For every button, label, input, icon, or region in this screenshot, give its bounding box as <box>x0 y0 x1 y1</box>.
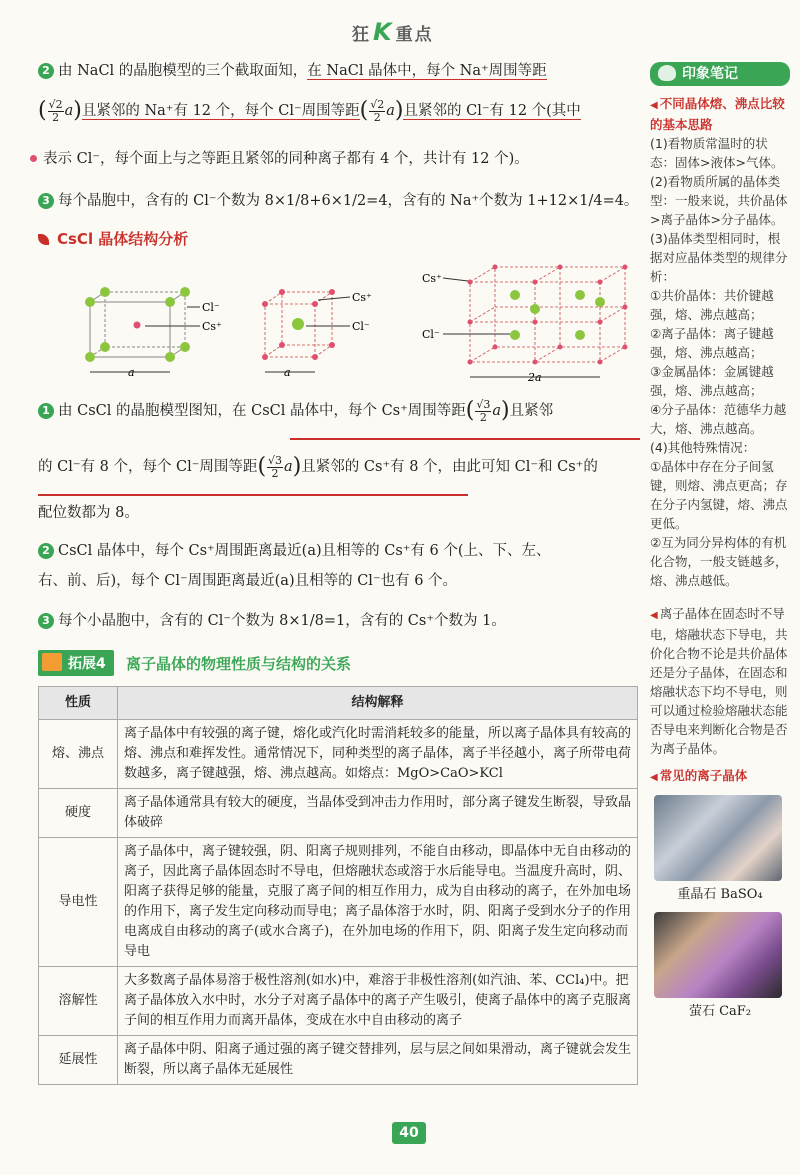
side-note: ②离子晶体：离子键越强，熔、沸点越高； <box>650 326 774 360</box>
section-title-cscl <box>38 228 188 249</box>
col-explanation: 结构解释 <box>118 687 638 720</box>
text: 且紧邻 <box>509 403 554 419</box>
nacl-p3 <box>38 186 638 216</box>
header-pre: 狂 <box>352 25 371 45</box>
text-underlined: 且紧邻的 Na⁺有 12 个，每个 Cl⁻周围等距 <box>81 103 360 119</box>
num-1-icon: 1 <box>38 403 54 419</box>
side-note: ②互为同分异构体的有机化合物，一般支链越多，熔、沸点越低。 <box>650 535 788 588</box>
cell-explanation: 大多数离子晶体易溶于极性溶剂(如水)中，难溶于非极性溶剂(如汽油、苯、CCl₄)中。把离子晶体放入水中时，水分子对离子晶体中的离子产生吸引，使离子晶体中的离子克服离子间的相互作用力而离开晶体，变成在水中自由移动的离子 <box>118 967 638 1036</box>
side-note-conductivity: ◀ 离子晶体在固态时不导电，熔融状态下导电，共价化合物不论是共价晶体还是分子晶体，在固态和熔融状态下均不导电，则可以通过检验熔融状态能否导电来判断化合物是否为离子晶体。 <box>650 604 790 758</box>
properties-table <box>38 686 638 1085</box>
side-heading-2: ◀ 常见的离子晶体 <box>650 766 790 787</box>
cell-explanation: 离子晶体中有较强的离子键，熔化或汽化时需消耗较多的能量，所以离子晶体具有较高的熔、沸点和难挥发性。通常情况下，同种类型的离子晶体，离子半径越小，离子所带电荷数越多，离子键越强，熔、沸点越高。如熔点：MgO>CaO>KCl <box>118 720 638 789</box>
header-post: 重点 <box>395 25 434 45</box>
label-2a: 2a <box>528 371 542 384</box>
extension-tag-text: 拓展4 <box>68 656 106 672</box>
text-underlined: 在 NaCl 晶体中，每个 Na⁺周围等距 <box>307 63 547 79</box>
label-cl-1: Cl⁻ <box>202 301 220 314</box>
table-row <box>39 967 638 1036</box>
num-2-icon: 2 <box>38 543 54 559</box>
text: 配位数都为 8。 <box>38 505 139 521</box>
text: 且紧邻的 Cs⁺有 8 个，由此可知 Cl⁻和 Cs⁺的 <box>301 459 598 475</box>
table-row <box>39 720 638 789</box>
underline-red <box>290 438 640 440</box>
text: 由 NaCl 的晶胞模型的三个截取面知， <box>58 63 308 79</box>
section-title-text: CsCl 晶体结构分析 <box>57 230 189 248</box>
figure-cscl-2x2-cells <box>422 265 628 385</box>
col-property: 性质 <box>39 687 118 720</box>
extension-title: 离子晶体的物理性质与结构的关系 <box>126 655 352 673</box>
cell-property: 溶解性 <box>39 967 118 1036</box>
text-underlined: 且紧邻的 Cl⁻有 12 个(其中 <box>403 103 581 119</box>
text: CsCl 晶体中，每个 Cs⁺周围距离最近(a)且相等的 Cs⁺有 6 个(上、下、左、 <box>58 543 551 559</box>
book-icon <box>42 653 62 671</box>
side-heading-1: ◀ 不同晶体熔、沸点比较的基本思路 <box>650 94 790 134</box>
side-caption-text: 印象笔记 <box>682 66 738 82</box>
cscl-p2-line2 <box>38 566 457 596</box>
text: 右、前、后)，每个 Cl⁻周围距离最近(a)且相等的 Cl⁻也有 6 个。 <box>38 573 458 589</box>
frac-sqrt2: $\frac{√2}{2}$ <box>48 97 63 124</box>
fluorite-caption: 萤石 CaF₂ <box>688 1004 752 1019</box>
fluorite-photo <box>654 912 782 998</box>
nacl-p2-line3 <box>30 144 529 174</box>
table-row <box>39 789 638 838</box>
label-a-1: a <box>128 366 135 379</box>
text: 的 Cl⁻有 8 个，每个 Cl⁻周围等距 <box>38 459 258 475</box>
table-row <box>39 838 638 967</box>
text: 由 CsCl 的晶胞模型图知，在 CsCl 晶体中，每个 Cs⁺周围等距 <box>58 403 466 419</box>
table-header-row <box>39 687 638 720</box>
cell-property: 延展性 <box>39 1036 118 1085</box>
cscl-p1-line2: 的 Cl⁻有 8 个，每个 Cl⁻周围等距( $\frac{√3}{2}$ a)且紧邻的 Cs⁺有 8 个，由此可知 Cl⁻和 Cs⁺的 <box>38 453 598 480</box>
extension-heading <box>38 650 642 676</box>
text: 每个小晶胞中，含有的 Cl⁻个数为 8×1/8=1，含有的 Cs⁺个数为 1。 <box>58 613 506 629</box>
barite-photo <box>654 795 782 881</box>
cscl-cell-figures <box>60 262 640 392</box>
cell-property: 熔、沸点 <box>39 720 118 789</box>
cell-property: 导电性 <box>39 838 118 967</box>
num-3-icon: 3 <box>38 193 54 209</box>
side-note: (4)其他特殊情况： <box>650 440 756 455</box>
nacl-p2-line1 <box>38 56 547 86</box>
frac-sqrt2-b: $\frac{√2}{2}$ <box>370 97 385 124</box>
label-cl-2: Cl⁻ <box>352 320 370 333</box>
side-note: ①共价晶体：共价键越强，熔、沸点越高； <box>650 288 774 322</box>
side-note: ③金属晶体：金属键越强，熔、沸点越高； <box>650 364 774 398</box>
cell-explanation: 离子晶体中阴、阳离子通过强的离子键交替排列，层与层之间如果滑动，离子键就会发生断裂，所以离子晶体无延展性 <box>118 1036 638 1085</box>
side-note: (1)看物质常温时的状态：固体>液体>气体。 <box>650 136 784 170</box>
label-cs-3: Cs⁺ <box>422 272 442 285</box>
num-3-icon: 3 <box>38 613 54 629</box>
label-a-2: a <box>284 366 291 379</box>
side-note: ①晶体中存在分子间氢键，则熔、沸点更高；存在分子内氢键，熔、沸点更低。 <box>650 459 788 531</box>
text: 表示 Cl⁻，每个面上与之等距且紧邻的同种离子都有 4 个，共计有 12 个)。 <box>43 151 529 167</box>
cell-explanation: 离子晶体中，离子键较强，阴、阳离子规则排列，不能自由移动，即晶体中无自由移动的离子，因此离子晶体固态时不导电，但熔融状态或溶于水后能导电。当温度升高时，阴、阳离子获得足够的能量，克服了离子间的相互作用力，成为自由移动的离子，在外加电场的作用下，离子发生定向移动而导电；离子晶体溶于水时，阴、阳离子受到水分子的作用电离成自由移动的离子(或水合离子)，在外加电场的作用下，阴、阳离子发生定向移动而导电 <box>118 838 638 967</box>
cl-ion-legend-icon <box>30 155 37 162</box>
underline-red <box>38 494 468 496</box>
cell-property: 硬度 <box>39 789 118 838</box>
cscl-p1-line1: 1 由 CsCl 的晶胞模型图知，在 CsCl 晶体中，每个 Cs⁺周围等距( $\frac{√3}{2}$ a)且紧邻 <box>38 396 553 426</box>
barite-caption: 重晶石 BaSO₄ <box>677 887 763 902</box>
extension-tag <box>38 650 114 676</box>
table-row <box>39 1036 638 1085</box>
frac-sqrt3-b: $\frac{√3}{2}$ <box>268 453 283 480</box>
header-title <box>352 18 434 46</box>
leaf-icon <box>38 234 49 245</box>
cell-explanation: 离子晶体通常具有较大的硬度，当晶体受到冲击力作用时，部分离子键发生断裂，导致晶体破碎 <box>118 789 638 838</box>
side-note: (3)晶体类型相同时，根据对应晶体类型的规律分析： <box>650 231 788 284</box>
side-notes <box>650 62 790 1021</box>
side-note: (2)看物质所属的晶体类型：一般来说，共价晶体>离子晶体>分子晶体。 <box>650 174 788 227</box>
figure-cscl-cell-shifted <box>262 289 372 379</box>
header-k-logo: K <box>373 18 394 46</box>
side-note: ④分子晶体：范德华力越大，熔、沸点越高。 <box>650 402 787 436</box>
label-cs-1: Cs⁺ <box>202 320 222 333</box>
cscl-p1-line3 <box>38 498 139 528</box>
nacl-p2-line2: ( $\frac{√2}{2}$ a)且紧邻的 Na⁺有 12 个，每个 Cl⁻周围等距( $\frac{√2}{2}$ a)且紧邻的 Cl⁻有 12 个(其中 <box>38 97 581 124</box>
cscl-p2-line1 <box>38 536 551 566</box>
label-cl-3: Cl⁻ <box>422 328 440 341</box>
cscl-p3 <box>38 606 506 636</box>
text: 每个晶胞中，含有的 Cl⁻个数为 8×1/8+6×1/2=4，含有的 Na⁺个数为 1+12×1/4=4。 <box>58 193 639 209</box>
figure-cscl-cell <box>85 287 222 379</box>
label-cs-2: Cs⁺ <box>352 291 372 304</box>
frac-sqrt3: $\frac{√3}{2}$ <box>476 397 491 424</box>
page-header <box>0 0 800 48</box>
side-caption <box>650 62 790 86</box>
num-2-icon: 2 <box>38 63 54 79</box>
page-number: 40 <box>392 1122 426 1144</box>
elephant-icon <box>658 65 676 81</box>
